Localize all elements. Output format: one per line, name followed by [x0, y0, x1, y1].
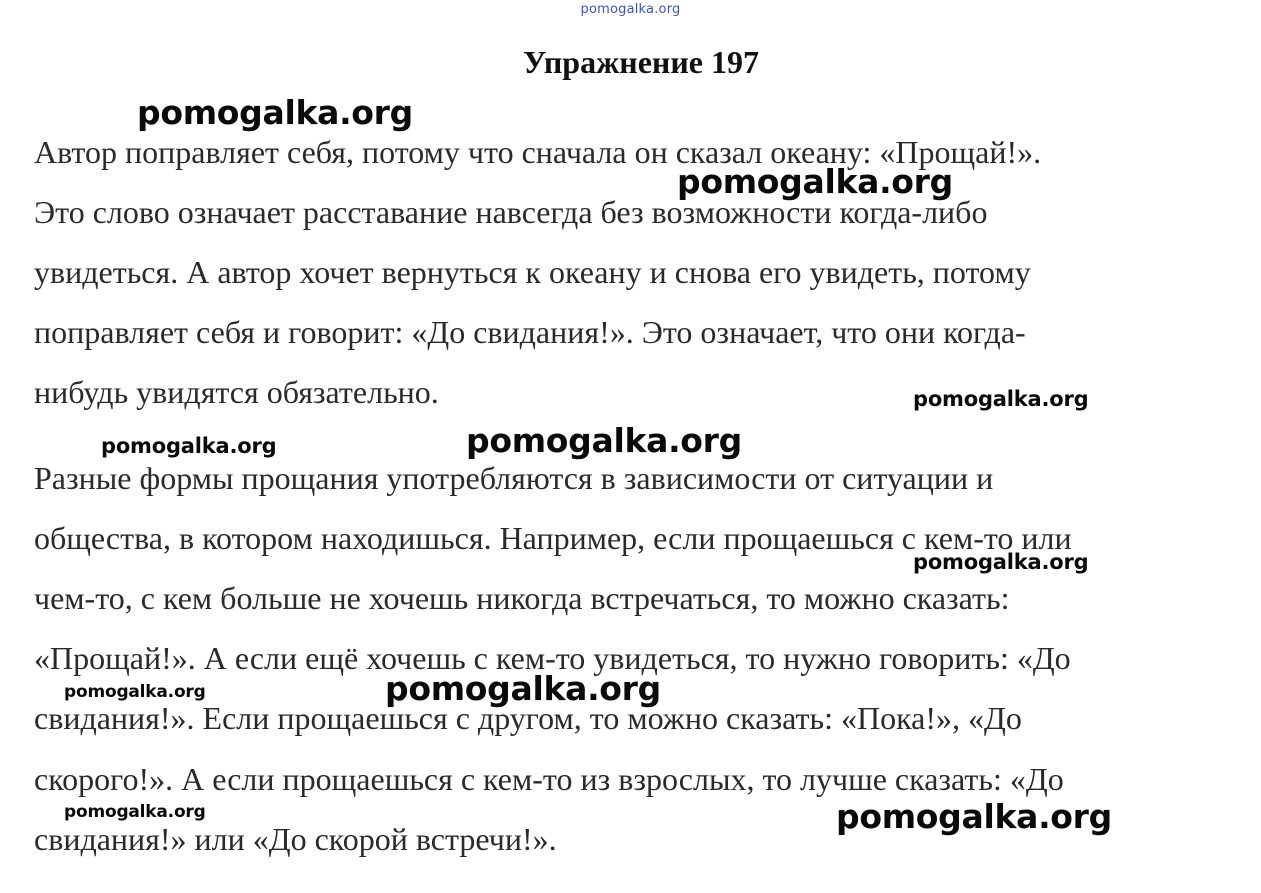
text-line: нибудь увидятся обязательно. [34, 374, 439, 410]
text-line: поправляет себя и говорит: «До свидания!». Это означает, что они когда- [34, 314, 1026, 350]
source-link[interactable]: pomogalka.org [580, 2, 681, 17]
watermark: pomogalka.org [64, 682, 206, 702]
text-line: «Прощай!». А если ещё хочешь с кем-то увидеться, то нужно говорить: «До [34, 640, 1071, 676]
watermark: pomogalka.org [385, 669, 661, 708]
text-line: общества, в котором находишься. Например, если прощаешься с кем-то или [34, 520, 1072, 556]
text-line: увидеться. А автор хочет вернуться к океану и снова его увидеть, потому [34, 254, 1031, 290]
watermark: pomogalka.org [836, 797, 1112, 836]
watermark: pomogalka.org [913, 387, 1089, 411]
text-line: свидания!» или «До скорой встречи!». [34, 821, 557, 857]
watermark: pomogalka.org [466, 421, 742, 460]
watermark: pomogalka.org [677, 162, 953, 201]
text-line: свидания!». Если прощаешься с другом, то можно сказать: «Пока!», «До [34, 700, 1022, 736]
watermark: pomogalka.org [137, 93, 413, 132]
text-line: Автор поправляет себя, потому что сначала он сказал океану: «Прощай!». [34, 134, 1042, 170]
text-line: Это слово означает расставание навсегда без возможности когда-либо [34, 194, 988, 230]
watermark: pomogalka.org [64, 802, 206, 822]
exercise-title: Упражнение 197 [522, 44, 759, 80]
text-line: Разные формы прощания употребляются в зависимости от ситуации и [34, 460, 994, 496]
text-line: чем-то, с кем больше не хочешь никогда встречаться, то можно сказать: [34, 580, 1010, 616]
watermark: pomogalka.org [101, 434, 277, 458]
text-line: скорого!». А если прощаешься с кем-то из взрослых, то лучше сказать: «До [34, 761, 1064, 797]
watermark: pomogalka.org [913, 550, 1089, 574]
